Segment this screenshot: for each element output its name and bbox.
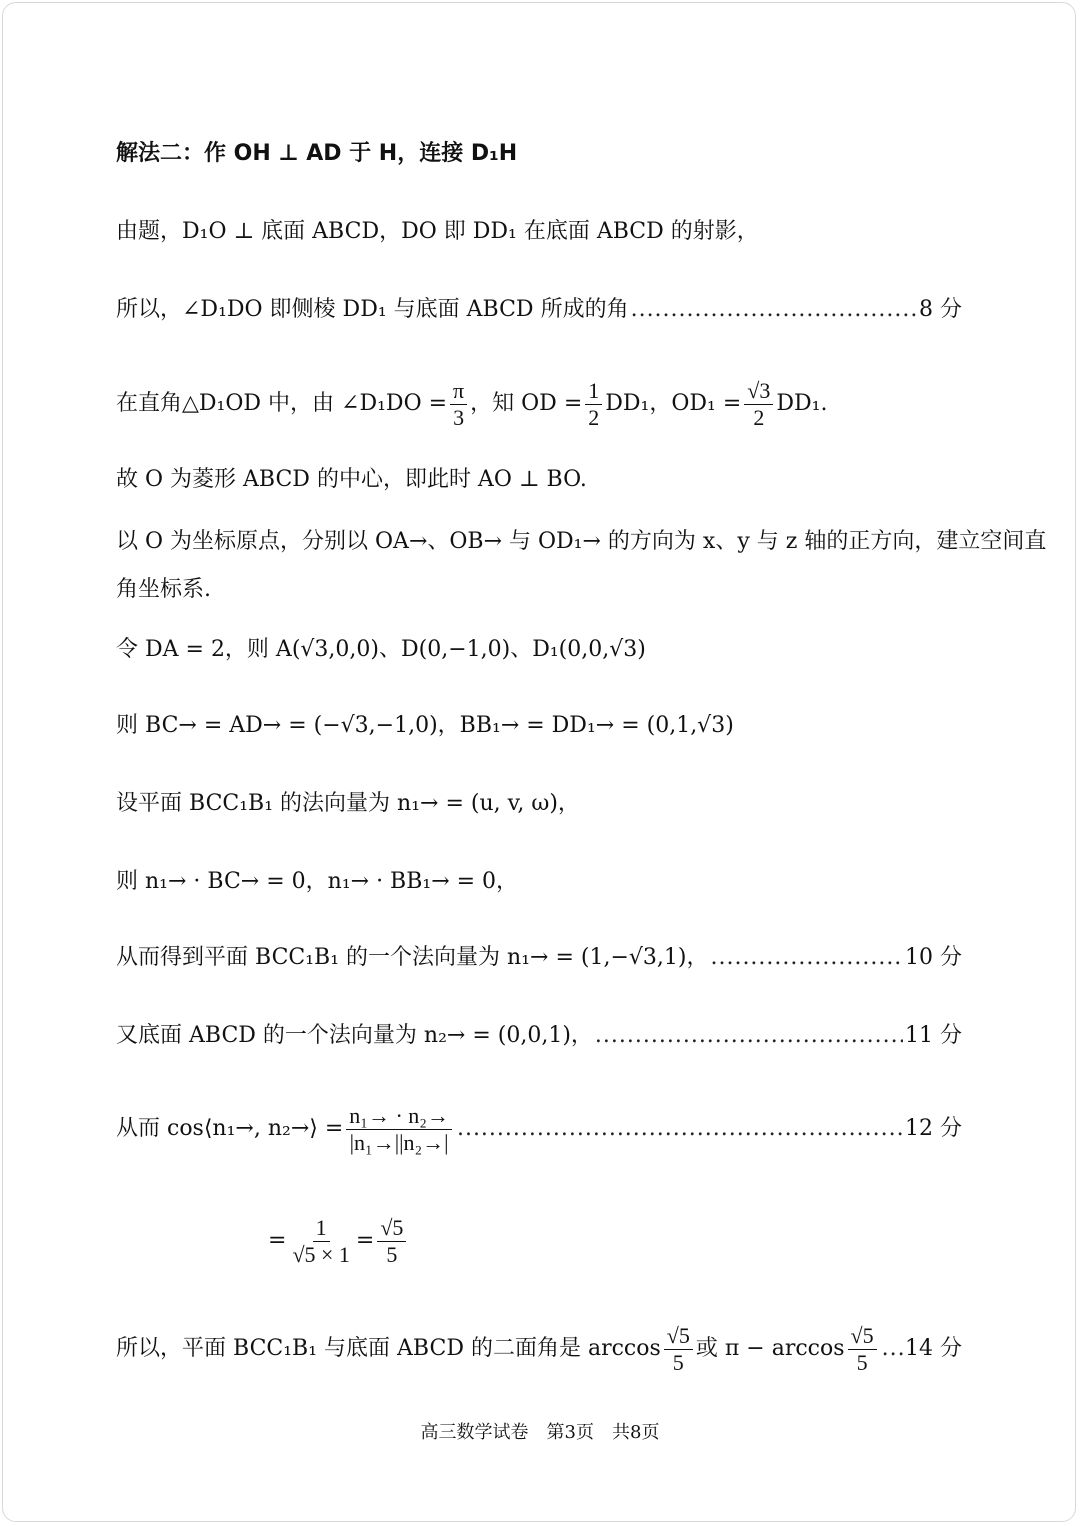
- text: 由题，D₁O ⊥ 底面 ABCD，DO 即 DD₁ 在底面 ABCD 的射影，: [116, 219, 759, 244]
- fraction-one-over: [289, 1215, 352, 1267]
- text: 令 DA = 2，则 A(√3,0,0)、D(0,−1,0)、D₁(0,0,√3): [116, 637, 646, 662]
- text-line-fraction: [116, 376, 962, 432]
- fraction-sqrt5-over-5: [848, 1323, 877, 1375]
- text: 从而得到平面 BCC₁B₁ 的一个法向量为 n₁→ = (1,−√3,1)，: [116, 945, 709, 970]
- denominator: 2: [753, 404, 765, 430]
- leader-dots: [595, 1020, 903, 1052]
- text-line-cos: [116, 1096, 962, 1162]
- text: 故 O 为菱形 ABCD 的中心，即此时 AO ⊥ BO.: [116, 467, 587, 492]
- text: 所以，∠D₁DO 即侧棱 DD₁ 与底面 ABCD 所成的角: [116, 297, 629, 322]
- text-line: [116, 866, 962, 898]
- numerator: √5: [377, 1215, 406, 1241]
- text: 角坐标系.: [116, 577, 211, 602]
- score: 10 分: [905, 945, 962, 970]
- text-line-scored: [116, 294, 962, 326]
- numerator: π: [450, 378, 467, 404]
- score: 8 分: [919, 297, 962, 322]
- score: 12 分: [905, 1116, 962, 1141]
- text: 设平面 BCC₁B₁ 的法向量为 n₁→ = (u, v, ω)，: [116, 791, 580, 816]
- text-line-scored: [116, 1020, 962, 1052]
- solution-text: 解法二：作 OH ⊥ AD 于 H，连接 D₁H: [116, 141, 518, 166]
- text-line: [116, 216, 962, 248]
- numerator: n₁→ · n₂→: [346, 1103, 452, 1129]
- denominator: 5: [856, 1349, 868, 1375]
- equals: =: [355, 1228, 375, 1253]
- leader-dots: [882, 1333, 903, 1365]
- numerator: √5: [848, 1323, 877, 1349]
- text: 则 BC→ = AD→ = (−√3,−1,0)，BB₁→ = DD₁→ = (0,1,√3): [116, 713, 734, 738]
- numerator: √3: [744, 378, 773, 404]
- solution-heading-line: [116, 138, 962, 170]
- fraction-sqrt3-over-2: [744, 378, 773, 430]
- text: 又底面 ABCD 的一个法向量为 n₂→ = (0,0,1)，: [116, 1023, 593, 1048]
- fraction-sqrt5-over-5: [377, 1215, 406, 1267]
- text: DD₁，OD₁ =: [605, 391, 742, 416]
- text: 则 n₁→ · BC→ = 0，n₁→ · BB₁→ = 0，: [116, 869, 519, 894]
- numerator: √5: [664, 1323, 693, 1349]
- text: 在直角△D₁OD 中，由 ∠D₁DO =: [116, 391, 448, 416]
- text-line: [116, 526, 1047, 558]
- fraction-half: [585, 378, 602, 430]
- text: 从而 cos⟨n₁→, n₂→⟩ =: [116, 1116, 344, 1141]
- denominator: 2: [588, 404, 600, 430]
- denominator: |n₁→||n₂→|: [349, 1129, 449, 1155]
- text-line-scored: [116, 1316, 962, 1382]
- text-line: [116, 788, 962, 820]
- score: 11 分: [905, 1023, 962, 1048]
- text-line: [116, 710, 962, 742]
- text: DD₁.: [776, 391, 828, 416]
- denominator: 5: [386, 1241, 398, 1267]
- denominator: 3: [453, 404, 465, 430]
- text: 所以，平面 BCC₁B₁ 与底面 ABCD 的二面角是 arccos: [116, 1336, 661, 1361]
- text: ，知 OD =: [470, 391, 583, 416]
- leader-dots: [710, 942, 903, 974]
- text-line: [116, 574, 962, 606]
- score: 14 分: [905, 1336, 962, 1361]
- text-line: [116, 464, 962, 496]
- text: =: [268, 1228, 287, 1253]
- leader-dots: [457, 1113, 903, 1145]
- denominator: 5: [672, 1349, 684, 1375]
- denominator: √5 × 1: [292, 1241, 350, 1267]
- text-line: [116, 634, 962, 666]
- text-line-scored: [116, 942, 962, 974]
- fraction-cos: [346, 1103, 452, 1155]
- page-footer: 高三数学试卷 第3页 共8页: [420, 1422, 660, 1443]
- numerator: 1: [585, 378, 602, 404]
- fraction-pi-over-3: [450, 378, 467, 430]
- text: 以 O 为坐标原点，分别以 OA→、OB→ 与 OD₁→ 的方向为 x、y 与 z 轴的正方向，建立空间直: [116, 529, 1047, 554]
- fraction-sqrt5-over-5: [664, 1323, 693, 1375]
- numerator: 1: [313, 1215, 330, 1241]
- continuation-line: [268, 1208, 409, 1274]
- leader-dots: [631, 294, 917, 326]
- text: 或 π − arccos: [695, 1336, 845, 1361]
